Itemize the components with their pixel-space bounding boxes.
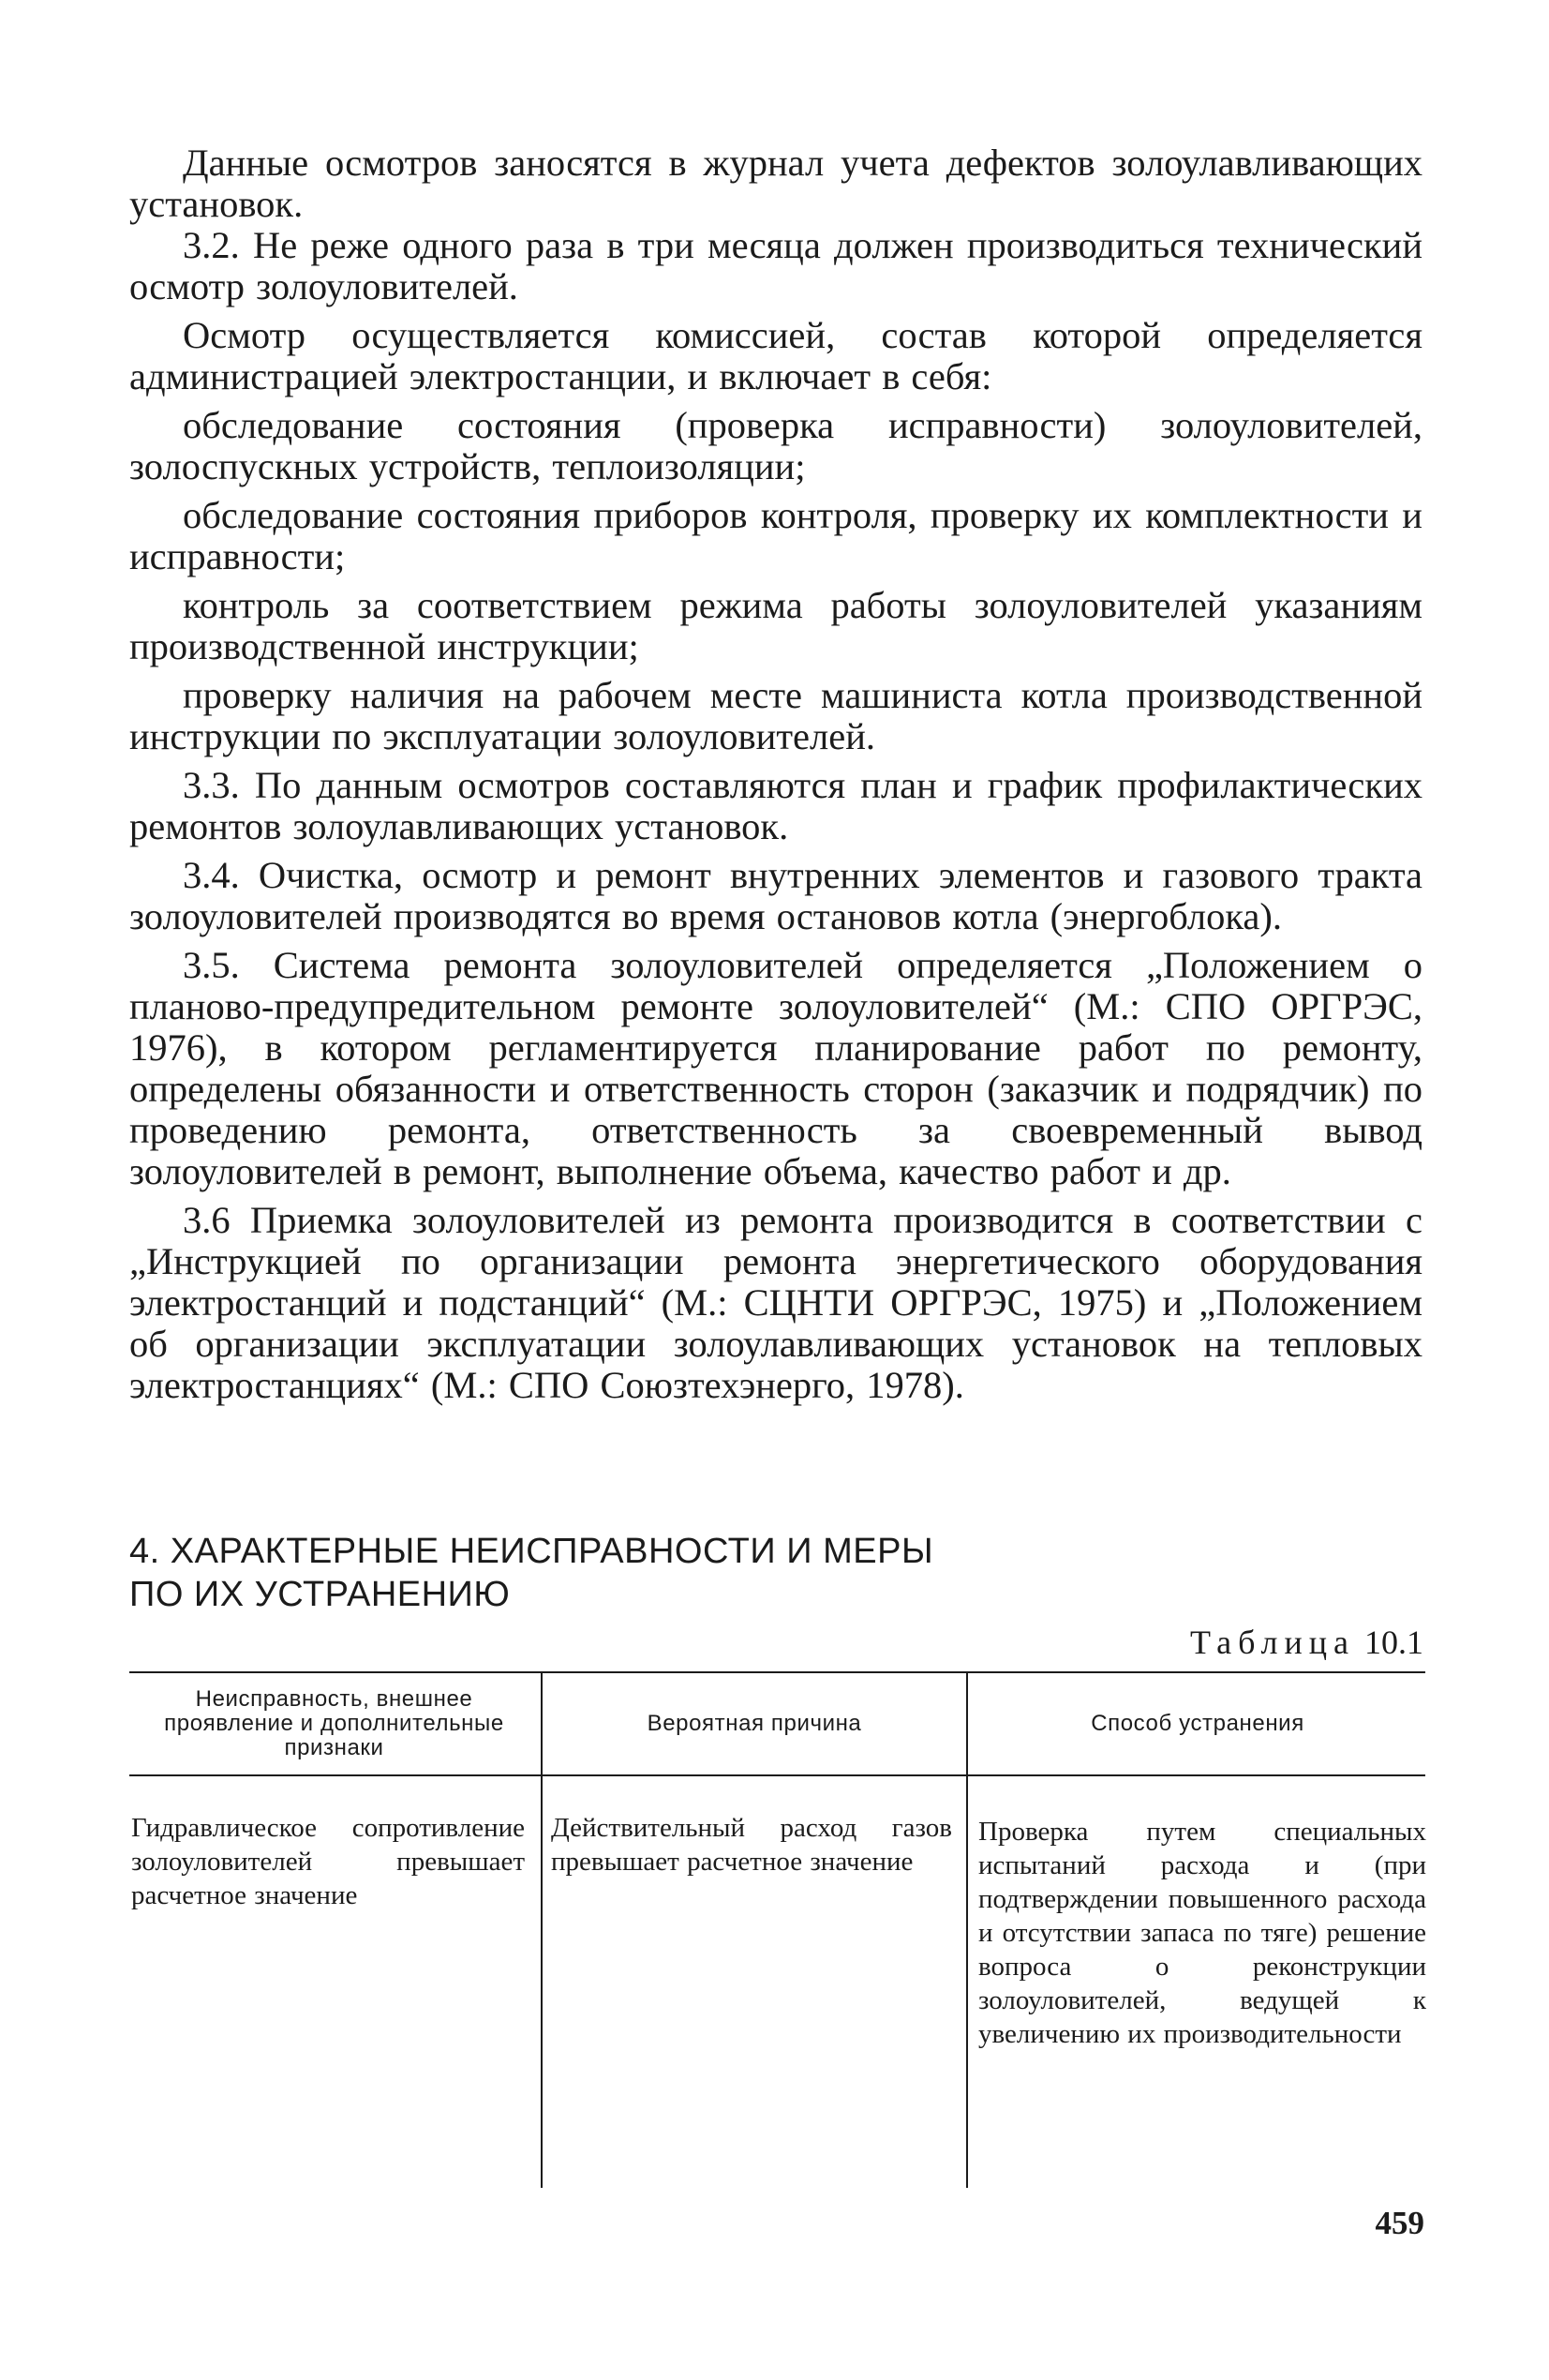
table-caption-label: Таблица (1190, 1624, 1355, 1661)
list-item: проверку наличия на рабочем месте машиниста котла производственной инструкции по эксплуатации золоуловителей. (129, 674, 1422, 757)
table-header-cause (544, 1675, 964, 1773)
table-caption-number: 10.1 (1364, 1624, 1423, 1661)
table-cell-cause: Действительный расход газов превышает расчетное значение (551, 1813, 952, 1877)
table-header-label: Вероятная причина (647, 1711, 862, 1736)
table-top-rule (129, 1671, 1425, 1673)
paragraph: Осмотр осуществляется комиссией, состав которой определяется администрацией электростанции, и включает в себя: (129, 314, 1422, 397)
table-header-fault (129, 1675, 539, 1773)
table-header-rule (129, 1774, 1425, 1776)
paragraph-3-6: 3.6 Приемка золоуловителей из ремонта производится в соответствии с „Инструкцией по организации ремонта энергетического оборудования электростанций и подстанций“ (М.: СЦНТИ ОРГРЭС, 1975) и „Положением об организации эксплуатации золоулавливающих установок на тепловых электростанциях“ (М.: СПО Союзтехэнерго, 1978). (129, 1199, 1422, 1406)
paragraph-3-3: 3.3. По данным осмотров составляются план и график профилактических ремонтов золоулавливающих установок. (129, 764, 1422, 847)
list-item: обследование состояния (проверка исправности) золоуловителей, золоспускных устройств, теплоизоляции; (129, 404, 1422, 487)
section-heading (129, 1530, 1029, 1616)
table-header-remedy (970, 1675, 1425, 1773)
table-column-divider (966, 1671, 968, 2188)
body-text (129, 142, 1422, 1406)
list-item: контроль за соответствием режима работы золоуловителей указаниям производственной инструкции; (129, 584, 1422, 667)
paragraph: Данные осмотров заносятся в журнал учета дефектов золоулавливающих установок. (129, 142, 1422, 225)
section-heading-line: ПО ИХ УСТРАНЕНИЮ (129, 1575, 511, 1614)
list-item: обследование состояния приборов контроля, проверку их комплектности и исправности; (129, 494, 1422, 577)
table-header-label: Способ устранения (1091, 1711, 1304, 1736)
table-column-divider (541, 1671, 543, 2188)
table-header-label: Неисправность, внешнее проявление и дополнительные признаки (164, 1686, 504, 1760)
page-number: 459 (1375, 2205, 1424, 2241)
paragraph-3-5: 3.5. Система ремонта золоуловителей определяется „Положением о планово-предупредительном ремонте золоуловителей“ (М.: СПО ОРГРЭС, 1976), в котором регламентируется планирование работ по ремонту, определены обязанности и ответственность сторон (заказчик и подрядчик) по проведению ремонта, ответственность за своевременный вывод золоуловителей в ремонт, выполнение объема, качество работ и др. (129, 944, 1422, 1192)
table-cell-fault: Гидравлическое сопротивление золоуловителей превышает расчетное значение (131, 1813, 525, 1910)
paragraph-3-4: 3.4. Очистка, осмотр и ремонт внутренних элементов и газового тракта золоуловителей производятся во время остановов котла (энергоблока). (129, 854, 1422, 937)
section-heading-line: 4. ХАРАКТЕРНЫЕ НЕИСПРАВНОСТИ И МЕРЫ (129, 1532, 934, 1571)
paragraph-3-2: 3.2. Не реже одного раза в три месяца должен производиться технический осмотр золоуловителей. (129, 224, 1422, 307)
table-caption (1190, 1623, 1423, 1662)
table-cell-remedy: Проверка путем специальных испытаний расхода и (при подтверждении повышенного расхода и отсутствии запаса по тяге) решение вопроса о реконструкции золоуловителей, ведущей к увеличению их производительности (978, 1817, 1426, 2049)
